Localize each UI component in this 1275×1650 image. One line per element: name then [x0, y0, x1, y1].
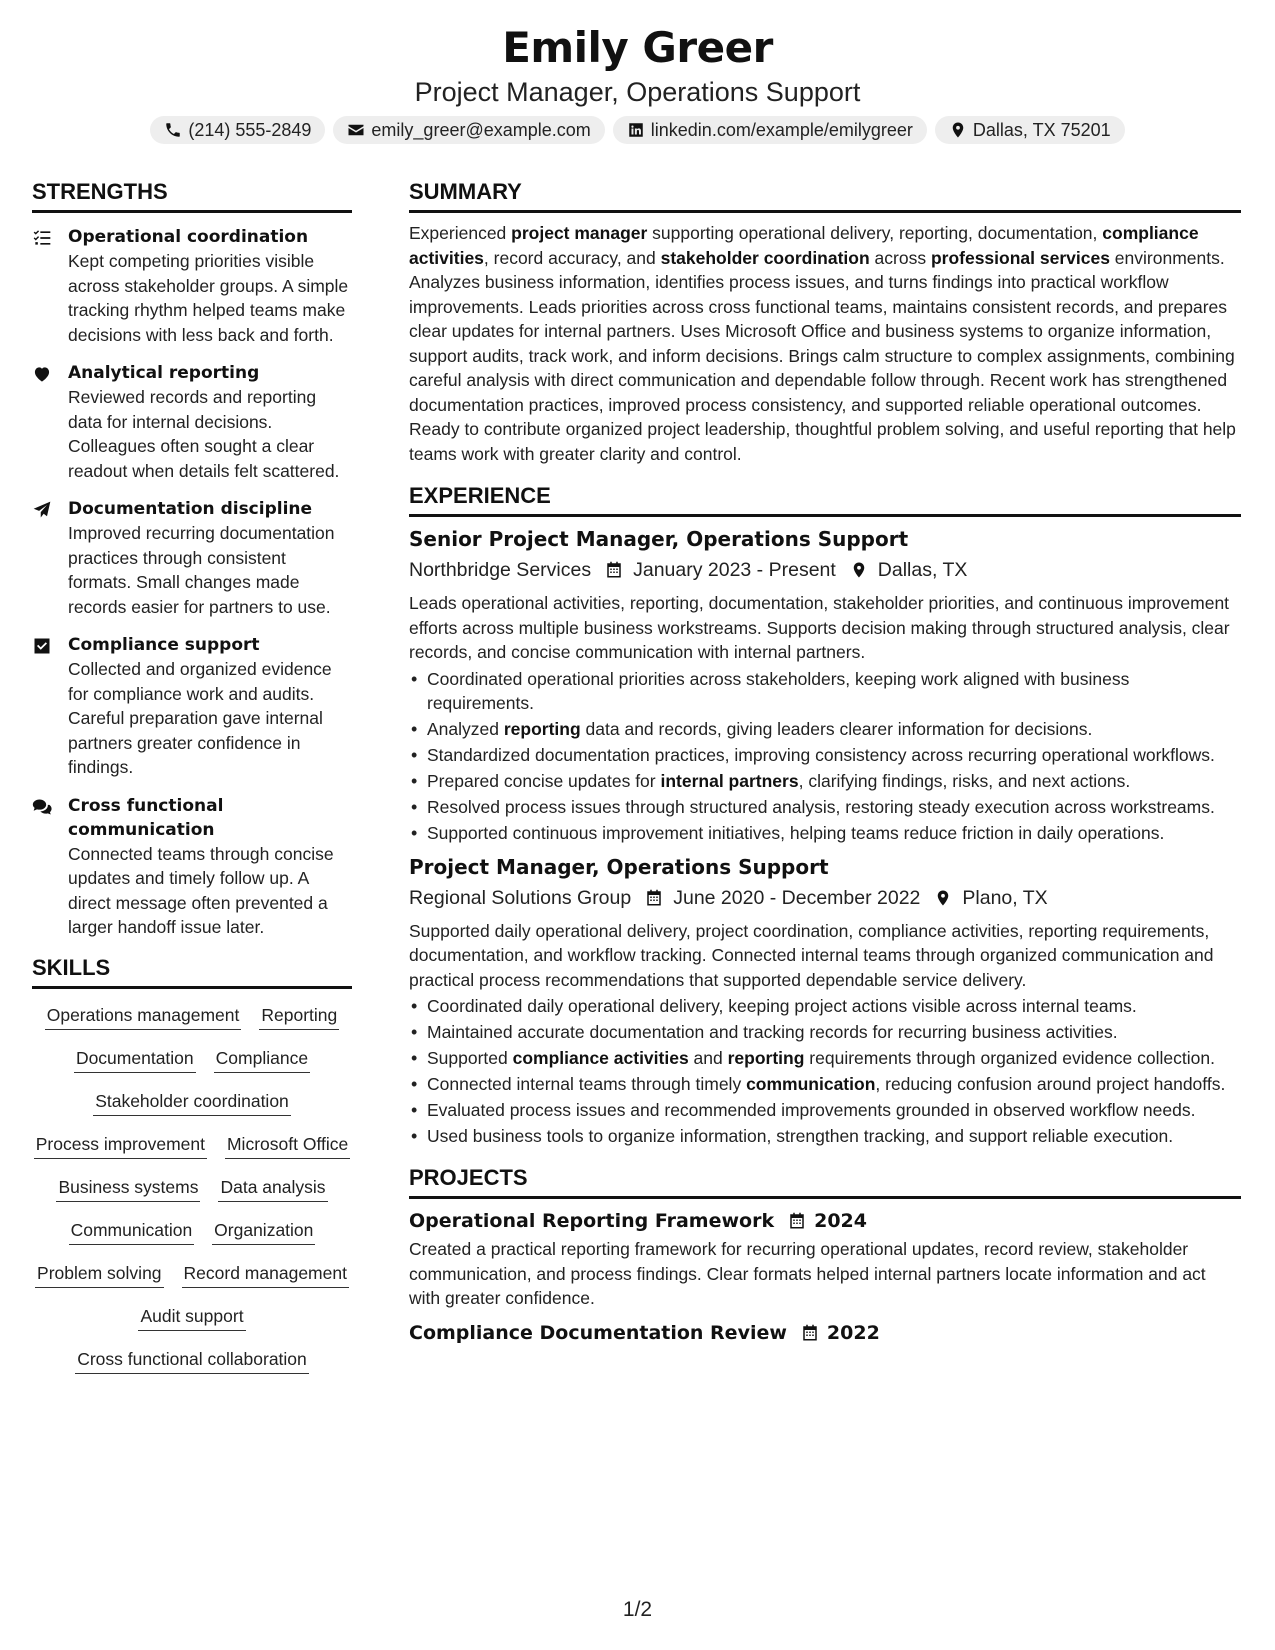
job-bullet: • Evaluated process issues and recommended improvements grounded in observed workflow needs.: [409, 1098, 1241, 1122]
job-company: Northbridge Services: [409, 559, 592, 581]
strength-desc: Connected teams through concise updates and timely follow up. A direct message often prevented a larger handoff issue later.: [68, 843, 334, 937]
job-location: Plano, TX: [962, 886, 1048, 909]
skill-tag: Audit support: [138, 1304, 245, 1331]
job-dates: January 2023 - Present: [633, 559, 836, 581]
strength-desc: Kept competing priorities visible across stakeholder groups. A simple tracking rhythm helped teams make decisions with less back and forth.: [68, 251, 349, 345]
linkedin-icon: [627, 121, 645, 139]
project-year: 2022: [826, 1321, 880, 1344]
contact-email[interactable]: [333, 116, 604, 144]
job-title: Project Manager, Operations Support: [409, 854, 829, 879]
page-number: 1/2: [622, 1598, 653, 1621]
checklist-icon: [32, 228, 52, 248]
strength-item: [32, 361, 352, 483]
strengths-heading: STRENGTHS: [32, 178, 352, 213]
strength-item: [32, 794, 352, 940]
location-pin-icon: [934, 889, 952, 907]
project-description: Created a practical reporting framework for recurring operational updates, record review, stakeholder communication, and process findings. Clear formats helped internal partners locate information and act with greater confidence.: [409, 1239, 1206, 1308]
calendar-icon: [788, 1212, 806, 1230]
skill-tag: Data analysis: [218, 1175, 327, 1202]
contact-linkedin[interactable]: [613, 116, 927, 144]
strength-title: Documentation discipline: [68, 499, 313, 519]
job-bullet: • Maintained accurate documentation and tracking records for recurring business activities.: [409, 1020, 1241, 1044]
strength-title: Compliance support: [68, 635, 260, 655]
project-year: 2024: [814, 1210, 867, 1232]
strength-title: Operational coordination: [68, 227, 309, 247]
job-meta: [409, 555, 1241, 585]
job-entry: [409, 525, 1241, 845]
location-pin-icon: [949, 121, 967, 139]
skill-tag: Microsoft Office: [225, 1132, 350, 1159]
projects-heading: PROJECTS: [409, 1164, 1241, 1199]
job-dates: June 2020 - December 2022: [673, 886, 921, 909]
job-bullet: • Supported compliance activities and reporting requirements through organized evidence collection.: [409, 1046, 1241, 1070]
skills-section: [32, 954, 352, 1374]
strength-item: [32, 633, 352, 780]
job-description: Leads operational activities, reporting, documentation, stakeholder priorities, and continuous improvement efforts across multiple business workstreams. Supports decision making through structured analysis, clear records, and concise communication with internal partners.: [409, 593, 1230, 662]
contact-bar: [0, 116, 1275, 144]
skills-list: [32, 1003, 352, 1374]
resume-header: [0, 22, 1275, 144]
location-pin-icon: [850, 561, 868, 579]
job-bullet: • Prepared concise updates for internal partners, clarifying findings, risks, and next actions.: [409, 769, 1241, 793]
job-company: Regional Solutions Group: [409, 886, 632, 909]
job-bullet: • Coordinated daily operational delivery, keeping project actions visible across internal teams.: [409, 994, 1241, 1018]
skill-tag: Business systems: [56, 1175, 200, 1202]
envelope-icon: [347, 121, 365, 139]
job-bullets: [409, 994, 1241, 1148]
skill-tag: Stakeholder coordination: [93, 1089, 291, 1116]
contact-location: [935, 116, 1125, 144]
contact-email-text: emily_greer@example.com: [371, 119, 591, 140]
skill-tag: Cross functional collaboration: [75, 1347, 309, 1374]
skill-tag: Process improvement: [34, 1132, 207, 1159]
checkbox-icon: [32, 636, 52, 656]
job-bullet: • Coordinated operational priorities across stakeholders, keeping work aligned with business requirements.: [409, 667, 1241, 715]
summary-text: Experienced project manager supporting operational delivery, reporting, documentation, compliance activities, record accuracy, and stakeholder coordination across professional services environments. Analyzes business information, identifies process issues, and turns findings into practical workflow improvements. Leads priorities across cross functional teams, maintains consistent records, and prepares clear updates for internal partners. Uses Microsoft Office and business systems to organize information, support audits, track work, and inform decisions. Brings calm structure to complex assignments, combining careful analysis with direct communication and dependable follow through. Recent work has strengthened documentation practices, improved process consistency, and supported reliable operational outcomes. Ready to contribute organized project leadership, thoughtful problem solving, and useful reporting that help teams work with greater clarity and control.: [409, 223, 1236, 464]
skill-tag: Organization: [212, 1218, 315, 1245]
job-bullets: [409, 667, 1241, 845]
projects-section: [409, 1164, 1241, 1347]
heart-icon: [32, 364, 52, 384]
project-entry: [409, 1319, 1241, 1347]
job-bullet: • Supported continuous improvement initiatives, helping teams reduce friction in daily operations.: [409, 821, 1241, 845]
job-bullet: • Used business tools to organize information, strengthen tracking, and support reliable execution.: [409, 1124, 1241, 1148]
skill-tag: Documentation: [74, 1046, 196, 1073]
skill-tag: Communication: [69, 1218, 195, 1245]
strength-desc: Reviewed records and reporting data for internal decisions. Colleagues often sought a clear readout when details felt scattered.: [68, 387, 340, 481]
strength-item: [32, 225, 352, 347]
chat-bubbles-icon: [32, 797, 52, 817]
contact-phone-text: (214) 555-2849: [188, 119, 312, 140]
job-bullet: • Standardized documentation practices, improving consistency across recurring operational workflows.: [409, 743, 1241, 767]
contact-linkedin-text: linkedin.com/example/emilygreer: [650, 119, 913, 140]
contact-phone[interactable]: [150, 116, 325, 144]
project-header: [409, 1319, 1241, 1347]
job-bullet: • Analyzed reporting data and records, giving leaders clearer information for decisions.: [409, 717, 1241, 741]
job-location: Dallas, TX: [877, 559, 968, 581]
job-bullet: • Connected internal teams through timely communication, reducing confusion around project handoffs.: [409, 1072, 1241, 1096]
skill-tag: Operations management: [45, 1003, 242, 1030]
job-meta: [409, 883, 1241, 913]
project-header: [409, 1207, 1241, 1235]
project-title: Compliance Documentation Review: [409, 1321, 787, 1344]
skills-heading: SKILLS: [32, 954, 352, 989]
strength-title: Cross functional communication: [68, 795, 224, 840]
skill-tag: Reporting: [259, 1003, 339, 1030]
job-title: Senior Project Manager, Operations Support: [409, 527, 909, 551]
left-column: [32, 178, 352, 1374]
right-column: [409, 178, 1241, 1347]
experience-section: [409, 482, 1241, 1148]
strength-title: Analytical reporting: [68, 363, 260, 383]
project-entry: [409, 1207, 1241, 1311]
skill-tag: Compliance: [214, 1046, 310, 1073]
project-title: Operational Reporting Framework: [409, 1210, 775, 1232]
candidate-headline: Project Manager, Operations Support: [414, 77, 861, 107]
strength-desc: Collected and organized evidence for compliance work and audits. Careful preparation gave internal partners greater confidence in findings.: [68, 659, 332, 777]
calendar-icon: [645, 889, 663, 907]
job-entry: [409, 853, 1241, 1149]
contact-location-text: Dallas, TX 75201: [972, 119, 1111, 140]
paper-plane-icon: [32, 500, 52, 520]
strength-item: [32, 497, 352, 619]
summary-heading: SUMMARY: [409, 178, 1241, 213]
experience-heading: EXPERIENCE: [409, 482, 1241, 517]
skill-tag: Record management: [182, 1261, 349, 1288]
phone-icon: [164, 121, 182, 139]
calendar-icon: [801, 1324, 819, 1342]
job-bullet: • Resolved process issues through structured analysis, restoring steady execution across workstreams.: [409, 795, 1241, 819]
candidate-name: Emily Greer: [502, 23, 773, 72]
calendar-icon: [605, 561, 623, 579]
job-description: Supported daily operational delivery, project coordination, compliance activities, reporting requirements, documentation, and workflow tracking. Connected internal teams through organized communication and practical process recommendations that supported dependable service delivery.: [409, 920, 1214, 990]
strength-desc: Improved recurring documentation practices through consistent formats. Small changes made records easier for partners to use.: [68, 523, 335, 617]
strengths-list: [32, 225, 352, 940]
skill-tag: Problem solving: [35, 1261, 164, 1288]
